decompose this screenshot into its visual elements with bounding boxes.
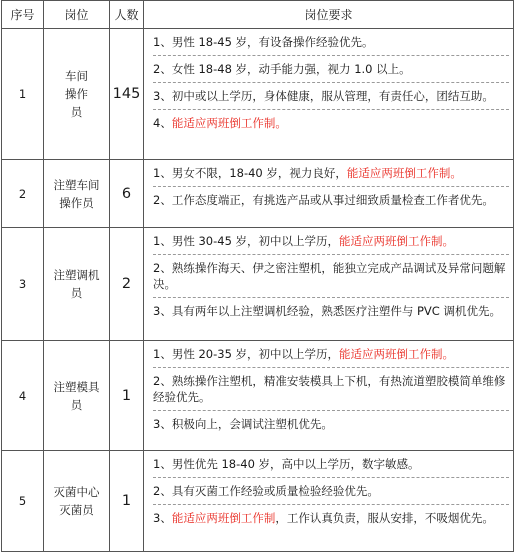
table-row (2, 29, 514, 160)
requirement-line (153, 411, 509, 437)
post-name-text: 车间操作员 (65, 69, 88, 119)
requirement-highlight: 能适应两班倒工作制。 (339, 347, 455, 361)
requirement-text: 3、 (153, 511, 172, 525)
requirement-line (153, 110, 509, 136)
requirement-line (153, 56, 509, 83)
post-name (44, 29, 110, 160)
requirement-text: 1、男性 18-45 岁，有设备操作经验优先。 (153, 35, 374, 49)
requirements-cell (144, 160, 514, 228)
row-number: 5 (2, 451, 44, 552)
post-name-text: 灭菌中心灭菌员 (53, 485, 100, 517)
post-name-text: 注塑模具员 (53, 379, 100, 412)
header-count: 人数 (110, 1, 144, 29)
requirement-text-tail: ，工作认真负责，服从安排，不吸烟优先。 (275, 511, 494, 525)
headcount: 2 (110, 228, 144, 341)
requirement-line (153, 478, 509, 505)
header-no: 序号 (2, 1, 44, 29)
row-number: 3 (2, 228, 44, 341)
requirement-line (153, 83, 509, 110)
requirement-line (153, 255, 509, 298)
table-row (2, 228, 514, 341)
requirement-highlight: 能适应两班倒工作制。 (171, 116, 287, 130)
requirement-text: 3、具有两年以上注塑调机经验，熟悉医疗注塑件与 PVC 调机优先。 (153, 304, 501, 318)
post-name (44, 160, 110, 228)
table-row (2, 160, 514, 228)
table-row (2, 341, 514, 451)
requirement-text: 2、熟练操作注塑机，精准安装模具上下机，有热流道塑胶模简单维修经验优先。 (153, 374, 506, 404)
header-post: 岗位 (44, 1, 110, 29)
post-name-text: 注塑调机员 (53, 268, 100, 300)
requirement-text: 3、初中或以上学历，身体健康，服从管理，有责任心，团结互助。 (153, 89, 494, 103)
requirement-text: 2、具有灭菌工作经验或质量检验经验优先。 (153, 484, 379, 498)
headcount: 145 (110, 29, 144, 160)
header-requirements: 岗位要求 (144, 1, 514, 29)
requirement-text: 1、男女不限，18-40 岁，视力良好， (153, 166, 347, 180)
table-row (2, 451, 514, 552)
requirement-text: 1、男性 30-45 岁，初中以上学历， (153, 234, 340, 248)
headcount: 1 (110, 341, 144, 451)
table-body (2, 29, 514, 552)
headcount: 6 (110, 160, 144, 228)
recruitment-table (1, 0, 514, 552)
requirement-highlight: 能适应两班倒工作制。 (339, 234, 455, 248)
row-number: 2 (2, 160, 44, 228)
requirement-line (153, 298, 509, 324)
headcount: 1 (110, 451, 144, 552)
requirement-line (153, 228, 509, 255)
requirement-line (153, 187, 509, 213)
row-number: 1 (2, 29, 44, 160)
requirement-line (153, 368, 509, 411)
post-name-text: 注塑车间操作员 (53, 177, 100, 210)
requirement-line (153, 505, 509, 531)
requirements-cell (144, 341, 514, 451)
requirements-cell (144, 228, 514, 341)
requirement-line (153, 451, 509, 478)
post-name (44, 451, 110, 552)
requirement-text: 2、工作态度端正，有挑选产品或从事过细致质量检查工作者优先。 (153, 193, 494, 207)
requirement-line (153, 160, 509, 187)
requirement-highlight: 能适应两班倒工作制 (171, 511, 276, 525)
table-header-row (2, 1, 514, 29)
requirement-line (153, 29, 509, 56)
requirement-text: 3、积极向上，会调试注塑机优先。 (153, 417, 333, 431)
requirement-text: 1、男性 20-35 岁，初中以上学历， (153, 347, 340, 361)
requirements-cell (144, 29, 514, 160)
requirement-highlight: 能适应两班倒工作制。 (346, 166, 462, 180)
row-number: 4 (2, 341, 44, 451)
requirement-text: 2、熟练操作海天、伊之密注塑机，能独立完成产品调试及异常问题解决。 (153, 261, 506, 291)
requirement-line (153, 341, 509, 368)
requirement-text: 2、女性 18-48 岁，动手能力强，视力 1.0 以上。 (153, 62, 411, 76)
requirement-text: 1、男性优先 18-40 岁，高中以上学历，数字敏感。 (153, 457, 420, 471)
post-name (44, 341, 110, 451)
requirement-text: 4、 (153, 116, 172, 130)
post-name (44, 228, 110, 341)
requirements-cell (144, 451, 514, 552)
